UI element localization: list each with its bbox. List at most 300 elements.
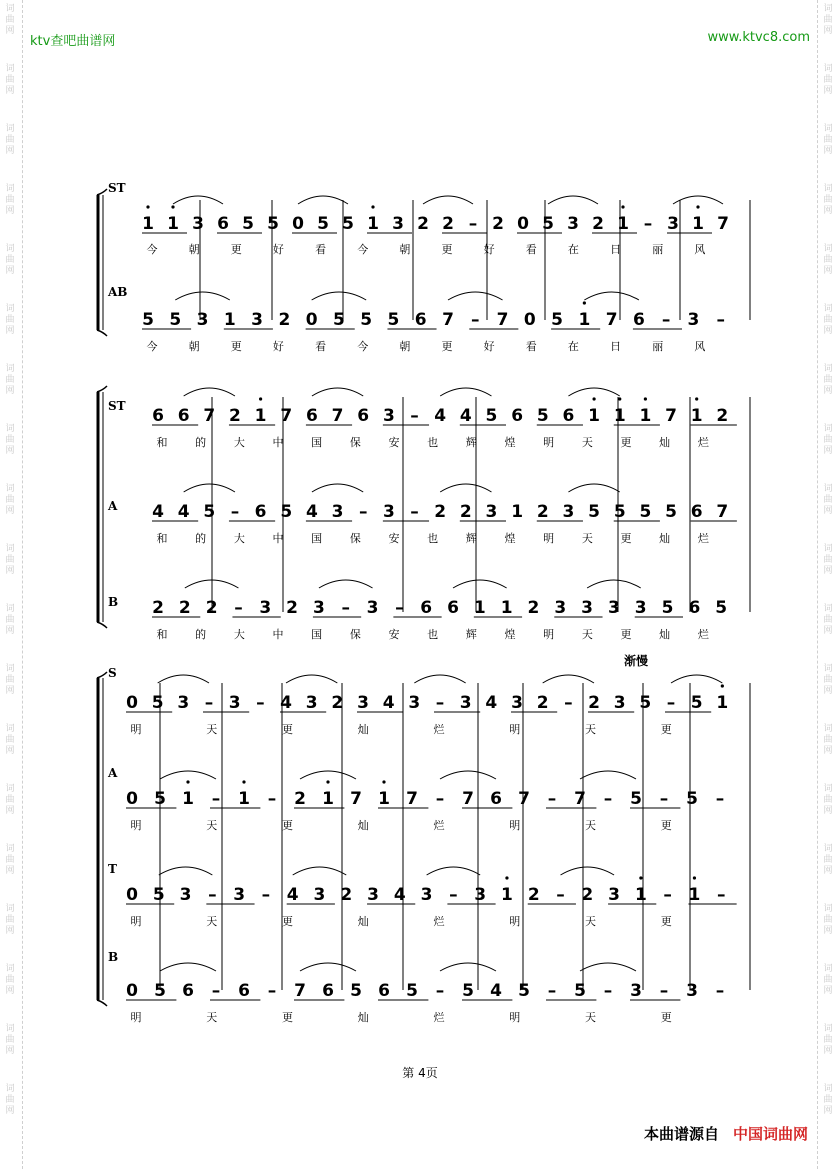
slur-arc bbox=[568, 484, 619, 492]
jianpu-note: 5 bbox=[154, 789, 166, 809]
jianpu-note: 3 bbox=[511, 693, 523, 713]
jianpu-note: – bbox=[547, 981, 557, 1001]
lyric-char: 保 bbox=[349, 628, 361, 641]
lyric-char: 辉 bbox=[465, 628, 477, 641]
watermark-char: 曲 bbox=[823, 1035, 833, 1045]
page-number: 第 4页 bbox=[402, 1066, 438, 1080]
jianpu-note: 1 bbox=[688, 885, 701, 905]
lyric-char: 烂 bbox=[433, 819, 445, 832]
jianpu-note: – bbox=[267, 789, 277, 809]
jianpu-note: 5 bbox=[387, 310, 400, 330]
jianpu-note: 4 bbox=[280, 693, 292, 713]
slur-arc bbox=[286, 675, 337, 683]
jianpu-note: 3 bbox=[608, 885, 621, 905]
watermark-char: 词 bbox=[823, 844, 833, 854]
jianpu-note: 5 bbox=[342, 214, 354, 234]
lyric-char: 更 bbox=[660, 723, 672, 736]
jianpu-note: 4 bbox=[459, 406, 472, 426]
jianpu-note: 3 bbox=[459, 693, 472, 713]
jianpu-note: – bbox=[230, 502, 240, 522]
jianpu-note: – bbox=[234, 598, 243, 618]
lyric-char: 更 bbox=[230, 340, 242, 353]
jianpu-note: – bbox=[663, 885, 672, 905]
jianpu-note: – bbox=[716, 310, 725, 330]
voice-label: T bbox=[108, 862, 117, 876]
voice-label: B bbox=[108, 950, 119, 964]
watermark-char: 词 bbox=[5, 784, 15, 794]
watermark-char: 曲 bbox=[823, 915, 833, 925]
slur-arc bbox=[580, 963, 636, 971]
watermark-char: 词 bbox=[823, 124, 833, 134]
voice-label: B bbox=[108, 595, 119, 609]
octave-dot-high bbox=[696, 205, 699, 208]
watermark-char: 词 bbox=[5, 544, 15, 554]
watermark-char: 网 bbox=[5, 266, 15, 276]
watermark-char: 网 bbox=[5, 926, 15, 936]
jianpu-note: 1 bbox=[500, 598, 513, 618]
jianpu-note: 1 bbox=[617, 214, 629, 234]
jianpu-note: 4 bbox=[393, 885, 406, 905]
octave-dot-high bbox=[186, 780, 189, 783]
watermark-char: 网 bbox=[823, 926, 833, 936]
watermark-char: 网 bbox=[5, 446, 15, 456]
watermark-char: 词 bbox=[5, 484, 15, 494]
watermark-char: 词 bbox=[5, 1084, 15, 1094]
jianpu-note: – bbox=[435, 789, 445, 809]
watermark-char: 曲 bbox=[823, 495, 833, 505]
jianpu-note: 2 bbox=[527, 598, 540, 618]
lyric-char: 明 bbox=[130, 915, 142, 928]
jianpu-note: 7 bbox=[716, 502, 729, 522]
watermark-char: 曲 bbox=[823, 195, 833, 205]
jianpu-note: 3 bbox=[667, 214, 679, 234]
jianpu-note: – bbox=[547, 789, 557, 809]
jianpu-note: 6 bbox=[182, 981, 194, 1001]
jianpu-note: 6 bbox=[562, 406, 575, 426]
watermark-char: 词 bbox=[5, 964, 15, 974]
slur-arc bbox=[440, 963, 496, 971]
jianpu-note: 2 bbox=[331, 693, 344, 713]
watermark-char: 词 bbox=[5, 724, 15, 734]
jianpu-note: 2 bbox=[536, 502, 549, 522]
lyric-char: 更 bbox=[282, 723, 293, 736]
lyric-char: 天 bbox=[206, 915, 218, 928]
jianpu-note: 6 bbox=[447, 598, 459, 618]
watermark-char: 词 bbox=[823, 184, 833, 194]
jianpu-note: – bbox=[471, 310, 480, 330]
lyric-char: 明 bbox=[543, 436, 555, 449]
jianpu-note: 3 bbox=[357, 693, 369, 713]
watermark-char: 曲 bbox=[823, 15, 833, 25]
lyric-char: 天 bbox=[585, 915, 596, 928]
watermark-char: 网 bbox=[5, 506, 15, 516]
octave-dot-high bbox=[371, 205, 374, 208]
jianpu-note: 1 bbox=[613, 406, 626, 426]
octave-dot-high bbox=[505, 876, 508, 879]
jianpu-note: 2 bbox=[459, 502, 472, 522]
jianpu-note: 6 bbox=[511, 406, 524, 426]
slur-arc bbox=[427, 867, 481, 875]
jianpu-note: 0 bbox=[126, 885, 138, 905]
lyric-char: 明 bbox=[130, 1011, 142, 1024]
jianpu-note: 6 bbox=[305, 406, 318, 426]
lyric-char: 天 bbox=[585, 723, 596, 736]
jianpu-note: 1 bbox=[322, 789, 334, 809]
watermark-char: 曲 bbox=[823, 795, 833, 805]
tempo-marking: 渐慢 bbox=[624, 654, 649, 668]
jianpu-note: 2 bbox=[286, 598, 299, 618]
jianpu-note: 2 bbox=[229, 406, 241, 426]
slur-arc bbox=[319, 580, 373, 588]
lyric-char: 中 bbox=[272, 532, 284, 545]
watermark-char: 曲 bbox=[5, 195, 15, 205]
slur-arc bbox=[584, 292, 639, 300]
lyric-char: 天 bbox=[206, 1011, 218, 1024]
watermark-char: 网 bbox=[823, 1106, 833, 1116]
jianpu-note: 1 bbox=[167, 214, 179, 234]
watermark-char: 词 bbox=[823, 424, 833, 434]
watermark-char: 词 bbox=[5, 604, 15, 614]
lyric-char: 大 bbox=[233, 628, 245, 641]
voice-label: S bbox=[108, 666, 117, 680]
jianpu-note: 6 bbox=[254, 502, 267, 522]
jianpu-note: 6 bbox=[322, 981, 334, 1001]
lyric-char: 看 bbox=[315, 243, 327, 256]
lyric-char: 好 bbox=[483, 340, 495, 353]
jianpu-note: 5 bbox=[542, 214, 554, 234]
voice-label: A bbox=[108, 499, 118, 513]
watermark-char: 曲 bbox=[5, 1095, 15, 1105]
lyric-char: 也 bbox=[427, 436, 439, 449]
jianpu-note: 0 bbox=[517, 214, 529, 234]
lyric-char: 天 bbox=[581, 532, 593, 545]
watermark-char: 曲 bbox=[5, 75, 15, 85]
jianpu-note: 4 bbox=[382, 693, 395, 713]
lyric-char: 的 bbox=[195, 436, 207, 449]
lyric-char: 明 bbox=[509, 723, 521, 736]
jianpu-note: – bbox=[410, 502, 419, 522]
slur-arc bbox=[160, 771, 216, 779]
voice-label: AB bbox=[108, 285, 128, 299]
slur-arc bbox=[300, 771, 356, 779]
bracket-hook-top bbox=[97, 672, 107, 678]
jianpu-note: – bbox=[603, 981, 613, 1001]
watermark-char: 词 bbox=[823, 664, 833, 674]
jianpu-note: 3 bbox=[607, 598, 620, 618]
jianpu-note: 3 bbox=[382, 502, 395, 522]
jianpu-note: 1 bbox=[367, 214, 379, 234]
jianpu-note: 6 bbox=[420, 598, 433, 618]
slur-arc bbox=[568, 388, 619, 396]
watermark-char: 网 bbox=[823, 626, 833, 636]
jianpu-note: 3 bbox=[581, 598, 594, 618]
lyric-char: 灿 bbox=[357, 915, 369, 928]
lyric-char: 烂 bbox=[433, 1011, 445, 1024]
watermark-char: 网 bbox=[823, 686, 833, 696]
lyric-char: 今 bbox=[357, 243, 369, 256]
jianpu-note: – bbox=[715, 789, 725, 809]
watermark-char: 网 bbox=[823, 1046, 833, 1056]
site-name-left[interactable]: ktv查吧曲谱网 bbox=[30, 34, 116, 49]
watermark-char: 网 bbox=[823, 206, 833, 216]
jianpu-note: 1 bbox=[578, 310, 591, 330]
watermark-char: 词 bbox=[823, 304, 833, 314]
watermark-char: 网 bbox=[823, 26, 833, 36]
watermark-char: 曲 bbox=[5, 675, 15, 685]
watermark-char: 网 bbox=[823, 866, 833, 876]
jianpu-note: – bbox=[468, 214, 478, 234]
voice-label: ST bbox=[108, 181, 126, 195]
jianpu-note: – bbox=[267, 981, 277, 1001]
slur-arc bbox=[312, 292, 367, 300]
jianpu-note: 0 bbox=[126, 789, 138, 809]
watermark-char: 曲 bbox=[5, 615, 15, 625]
jianpu-note: – bbox=[211, 981, 221, 1001]
watermark-char: 网 bbox=[5, 686, 15, 696]
watermark-char: 网 bbox=[5, 626, 15, 636]
lyric-char: 明 bbox=[509, 819, 521, 832]
jianpu-note: 1 bbox=[634, 885, 647, 905]
watermark-char: 曲 bbox=[823, 675, 833, 685]
watermark-char: 网 bbox=[823, 746, 833, 756]
jianpu-note: 2 bbox=[417, 214, 429, 234]
footer-source-label: 本曲谱源自 bbox=[643, 1125, 719, 1143]
lyric-char: 灿 bbox=[357, 819, 369, 832]
watermark-char: 网 bbox=[823, 146, 833, 156]
jianpu-note: 0 bbox=[126, 981, 138, 1001]
lyric-char: 灿 bbox=[357, 1011, 369, 1024]
lyric-char: 安 bbox=[388, 436, 400, 449]
jianpu-note: 3 bbox=[554, 598, 567, 618]
slur-arc bbox=[543, 675, 594, 683]
lyric-char: 今 bbox=[146, 243, 158, 256]
watermark-char: 曲 bbox=[5, 135, 15, 145]
jianpu-note: 5 bbox=[518, 981, 530, 1001]
slur-arc bbox=[159, 867, 213, 875]
jianpu-note: 3 bbox=[177, 693, 190, 713]
jianpu-note: – bbox=[659, 981, 669, 1001]
jianpu-note: 5 bbox=[665, 502, 677, 522]
jianpu-note: – bbox=[204, 693, 214, 713]
slur-arc bbox=[440, 388, 491, 396]
lyric-char: 更 bbox=[660, 819, 672, 832]
watermark-char: 网 bbox=[823, 446, 833, 456]
watermark-char: 网 bbox=[823, 986, 833, 996]
jianpu-note: 3 bbox=[686, 981, 698, 1001]
octave-dot-high bbox=[695, 397, 698, 400]
slur-arc bbox=[414, 675, 465, 683]
watermark-char: 曲 bbox=[823, 555, 833, 565]
jianpu-note: 4 bbox=[177, 502, 190, 522]
lyric-char: 大 bbox=[233, 532, 245, 545]
watermark-char: 词 bbox=[5, 1024, 15, 1034]
lyric-char: 丽 bbox=[652, 243, 664, 256]
lyric-char: 灿 bbox=[659, 532, 671, 545]
watermark-char: 网 bbox=[5, 566, 15, 576]
watermark-char: 曲 bbox=[823, 75, 833, 85]
lyric-char: 更 bbox=[282, 819, 293, 832]
jianpu-note: 6 bbox=[414, 310, 427, 330]
jianpu-note: 3 bbox=[233, 885, 246, 905]
slur-arc bbox=[440, 771, 496, 779]
jianpu-note: – bbox=[449, 885, 458, 905]
jianpu-note: 5 bbox=[613, 502, 626, 522]
jianpu-note: 2 bbox=[592, 214, 604, 234]
slur-arc bbox=[580, 771, 636, 779]
jianpu-note: 3 bbox=[687, 310, 700, 330]
jianpu-note: 3 bbox=[313, 885, 326, 905]
watermark-char: 曲 bbox=[823, 1095, 833, 1105]
watermark-char: 网 bbox=[823, 386, 833, 396]
lyric-char: 天 bbox=[581, 628, 593, 641]
lyric-char: 好 bbox=[272, 243, 284, 256]
jianpu-note: 6 bbox=[357, 406, 370, 426]
lyric-char: 的 bbox=[195, 532, 207, 545]
jianpu-note: 5 bbox=[242, 214, 254, 234]
lyric-char: 天 bbox=[206, 819, 218, 832]
jianpu-note: 6 bbox=[217, 214, 229, 234]
jianpu-note: 5 bbox=[661, 598, 674, 618]
jianpu-note: 7 bbox=[294, 981, 306, 1001]
jianpu-note: 6 bbox=[152, 406, 164, 426]
watermark-char: 词 bbox=[823, 604, 833, 614]
octave-dot-high bbox=[693, 876, 696, 879]
watermark-char: 曲 bbox=[5, 255, 15, 265]
jianpu-note: 2 bbox=[492, 214, 504, 234]
jianpu-note: – bbox=[435, 981, 445, 1001]
lyric-char: 今 bbox=[146, 340, 158, 353]
jianpu-note: – bbox=[659, 789, 669, 809]
jianpu-note: 3 bbox=[331, 502, 344, 522]
jianpu-note: – bbox=[603, 789, 613, 809]
lyric-char: 今 bbox=[357, 340, 369, 353]
jianpu-note: 7 bbox=[442, 310, 454, 330]
jianpu-note: 5 bbox=[267, 214, 279, 234]
watermark-char: 词 bbox=[823, 1024, 833, 1034]
jianpu-note: 6 bbox=[378, 981, 390, 1001]
lyric-char: 国 bbox=[311, 532, 323, 545]
lyric-char: 中 bbox=[272, 436, 284, 449]
lyric-char: 好 bbox=[483, 243, 495, 256]
jianpu-note: 5 bbox=[639, 502, 652, 522]
lyric-char: 明 bbox=[130, 819, 142, 832]
lyric-char: 的 bbox=[195, 628, 207, 641]
lyric-char: 天 bbox=[581, 436, 593, 449]
watermark-char: 曲 bbox=[5, 555, 15, 565]
watermark-char: 词 bbox=[823, 64, 833, 74]
lyric-char: 日 bbox=[610, 243, 622, 256]
jianpu-note: 4 bbox=[305, 502, 318, 522]
watermark-char: 曲 bbox=[5, 855, 15, 865]
watermark-char: 词 bbox=[823, 904, 833, 914]
jianpu-note: 7 bbox=[331, 406, 344, 426]
lyric-char: 日 bbox=[610, 340, 622, 353]
jianpu-note: 1 bbox=[588, 406, 601, 426]
jianpu-note: 5 bbox=[280, 502, 293, 522]
lyric-char: 煌 bbox=[504, 532, 516, 545]
lyric-char: 烂 bbox=[697, 628, 709, 641]
jianpu-note: 6 bbox=[632, 310, 645, 330]
watermark-char: 网 bbox=[823, 566, 833, 576]
jianpu-note: 3 bbox=[474, 885, 487, 905]
slur-arc bbox=[587, 580, 641, 588]
jianpu-note: 3 bbox=[485, 502, 498, 522]
bracket-hook-bottom bbox=[97, 622, 107, 628]
watermark-char: 曲 bbox=[823, 315, 833, 325]
jianpu-note: 4 bbox=[485, 693, 498, 713]
jianpu-note: 2 bbox=[527, 885, 540, 905]
octave-dot-high bbox=[618, 397, 621, 400]
lyric-char: 也 bbox=[427, 532, 439, 545]
lyric-char: 保 bbox=[349, 532, 361, 545]
octave-dot-high bbox=[382, 780, 385, 783]
slur-arc bbox=[561, 867, 615, 875]
voice-label: A bbox=[108, 766, 118, 780]
music-system bbox=[97, 386, 750, 641]
lyric-char: 丽 bbox=[652, 340, 664, 353]
jianpu-note: 3 bbox=[382, 406, 395, 426]
lyric-char: 风 bbox=[694, 243, 706, 256]
watermark-char: 网 bbox=[5, 986, 15, 996]
bracket-hook-bottom bbox=[97, 330, 107, 336]
octave-dot-high bbox=[592, 397, 595, 400]
watermark-char: 词 bbox=[5, 664, 15, 674]
jianpu-note: 5 bbox=[360, 310, 373, 330]
jianpu-note: 0 bbox=[523, 310, 536, 330]
jianpu-note: 3 bbox=[420, 885, 433, 905]
jianpu-note: – bbox=[564, 693, 573, 713]
jianpu-note: 1 bbox=[223, 310, 236, 330]
watermark-char: 网 bbox=[5, 206, 15, 216]
site-url-right[interactable]: www.ktvc8.com bbox=[707, 30, 810, 45]
lyric-char: 更 bbox=[620, 628, 632, 641]
jianpu-note: – bbox=[661, 310, 671, 330]
lyric-char: 国 bbox=[311, 436, 323, 449]
jianpu-note: 5 bbox=[536, 406, 549, 426]
lyric-char: 辉 bbox=[465, 532, 477, 545]
slur-arc bbox=[184, 484, 235, 492]
lyric-char: 看 bbox=[525, 243, 537, 256]
watermark-char: 词 bbox=[823, 724, 833, 734]
lyric-char: 大 bbox=[233, 436, 245, 449]
slur-arc bbox=[548, 196, 598, 204]
footer-site-link[interactable]: 中国词曲网 bbox=[732, 1125, 808, 1143]
lyric-char: 朝 bbox=[188, 340, 200, 353]
music-system bbox=[97, 666, 750, 1024]
jianpu-note: – bbox=[643, 214, 653, 234]
jianpu-note: 5 bbox=[462, 981, 474, 1001]
lyric-char: 风 bbox=[694, 340, 706, 353]
octave-dot-high bbox=[721, 684, 724, 687]
jianpu-note: 1 bbox=[254, 406, 267, 426]
jianpu-note: 2 bbox=[536, 693, 549, 713]
lyric-char: 明 bbox=[543, 532, 555, 545]
jianpu-note: 5 bbox=[588, 502, 601, 522]
watermark-char: 词 bbox=[5, 424, 15, 434]
slur-arc bbox=[453, 580, 507, 588]
slur-arc bbox=[312, 484, 363, 492]
jianpu-note: 1 bbox=[182, 789, 194, 809]
watermark-char: 曲 bbox=[5, 375, 15, 385]
watermark-char: 词 bbox=[823, 364, 833, 374]
slur-arc bbox=[298, 196, 348, 204]
jianpu-note: 1 bbox=[142, 214, 154, 234]
lyric-char: 烂 bbox=[697, 436, 709, 449]
slur-arc bbox=[160, 963, 216, 971]
jianpu-note: 3 bbox=[196, 310, 209, 330]
jianpu-note: 3 bbox=[228, 693, 241, 713]
jianpu-note: 7 bbox=[203, 406, 216, 426]
